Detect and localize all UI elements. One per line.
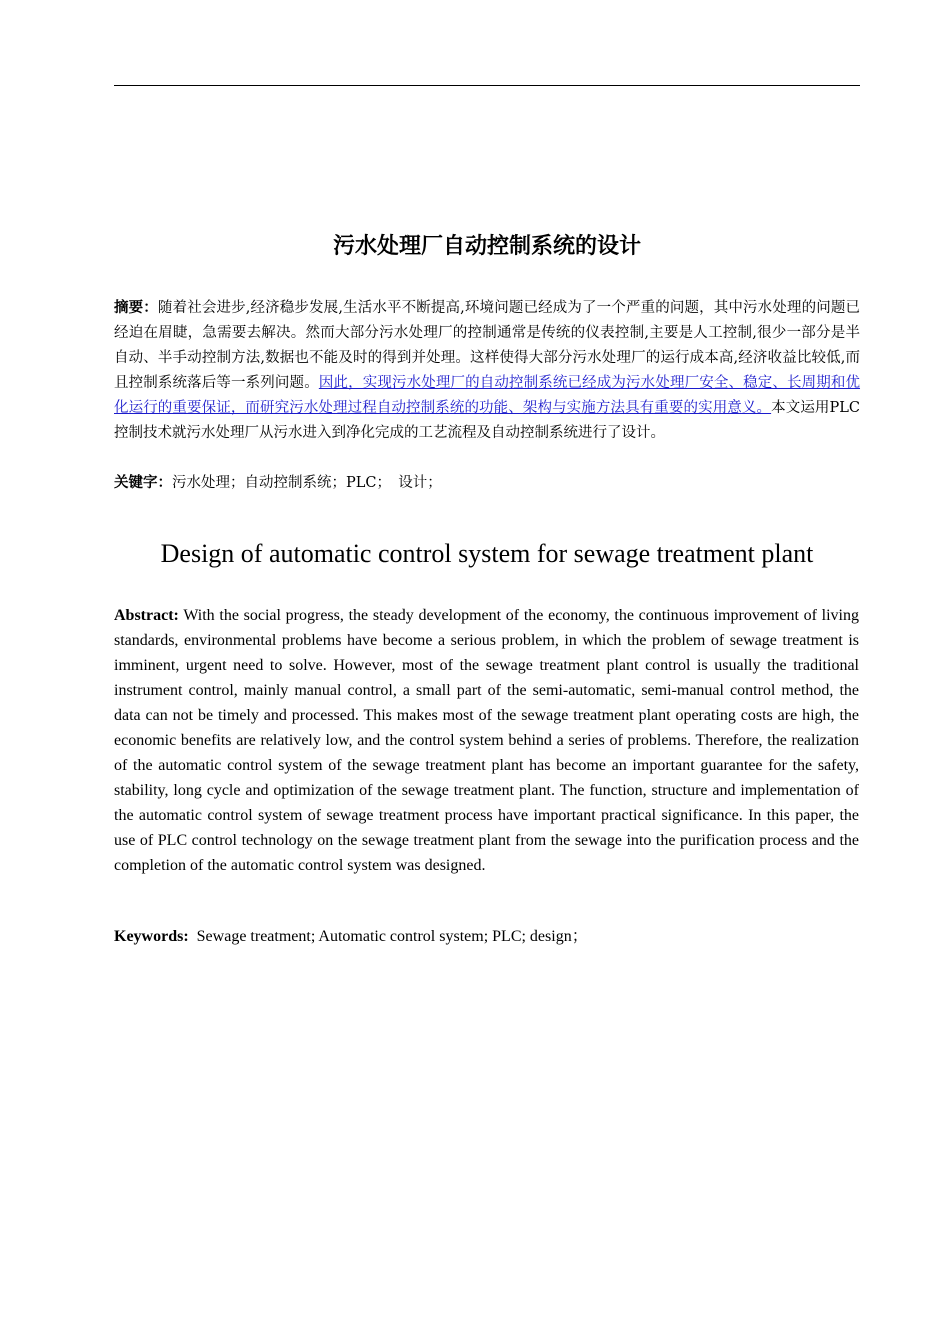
english-abstract xyxy=(114,603,859,878)
chinese-abstract-hyperlink[interactable]: 因此，实现污水处理厂的自动控制系统已经成为污水处理厂安全、稳定、长周期和优化运行的重要保证，而研究污水处理过程自动控制系统的功能、架构与实施方法具有重要的实用意义。 xyxy=(114,375,861,416)
english-title: Design of automatic control system for sewage treatment plant xyxy=(160,539,814,568)
chinese-title: 污水处理厂自动控制系统的设计 xyxy=(332,234,641,259)
chinese-abstract-label: 摘要： xyxy=(114,300,158,316)
chinese-keywords-label: 关键字： xyxy=(114,475,172,491)
chinese-abstract-text-before: 随着社会进步,经济稳步发展,生活水平不断提高,环境问题已经成为了一个严重的问题，其中污水处理的问题已经迫在眉睫，急需要去解决。然而大部分污水处理厂的控制通常是传统的仪表控制,主要是人工控制,很少一部分是半自动、半手动控制方法,数据也不能及时的得到并处理。这样使得大部分污水处理厂的运行成本高,经济收益比较低,而且控制系统落后等一系列问题。 xyxy=(114,300,861,391)
chinese-keywords-text: 污水处理；自动控制系统；PLC； 设计； xyxy=(172,475,442,491)
english-keywords-label: Keywords: xyxy=(114,928,189,945)
chinese-abstract-text-after: 本文运用PLC控制技术就污水处理厂从污水进入到净化完成的工艺流程及自动控制系统进行了设计。 xyxy=(114,400,860,441)
chinese-abstract xyxy=(114,296,860,446)
english-keywords xyxy=(114,924,860,949)
english-abstract-text: With the social progress, the steady development of the economy, the continuous improvement of living standards, environmental problems have become a serious problem, in which the problem of sewage treatment is imminent, urgent need to solve. However, most of the sewage treatment plant control is usually the traditional instrument control, mainly manual control, a small part of the semi-automatic, semi-manual control method, the data can not be timely and processed. This makes most of the sewage treatment plant operating costs are high, the economic benefits are relatively low, and the control system behind a series of problems. Therefore, the realization of the automatic control system of the sewage treatment plant has become an important guarantee for the safety, stability, long cycle and optimization of the sewage treatment plant. The function, structure and implementation of the automatic control system of sewage treatment process have important practical significance. In this paper, the use of PLC control technology on the sewage treatment plant from the sewage into the purification process and the completion of the automatic control system was designed. xyxy=(114,607,860,874)
chinese-keywords xyxy=(114,471,860,496)
english-abstract-label: Abstract: xyxy=(114,607,179,624)
header-rule xyxy=(114,85,860,86)
english-keywords-text: Sewage treatment; Automatic control system; PLC; design； xyxy=(196,928,588,945)
